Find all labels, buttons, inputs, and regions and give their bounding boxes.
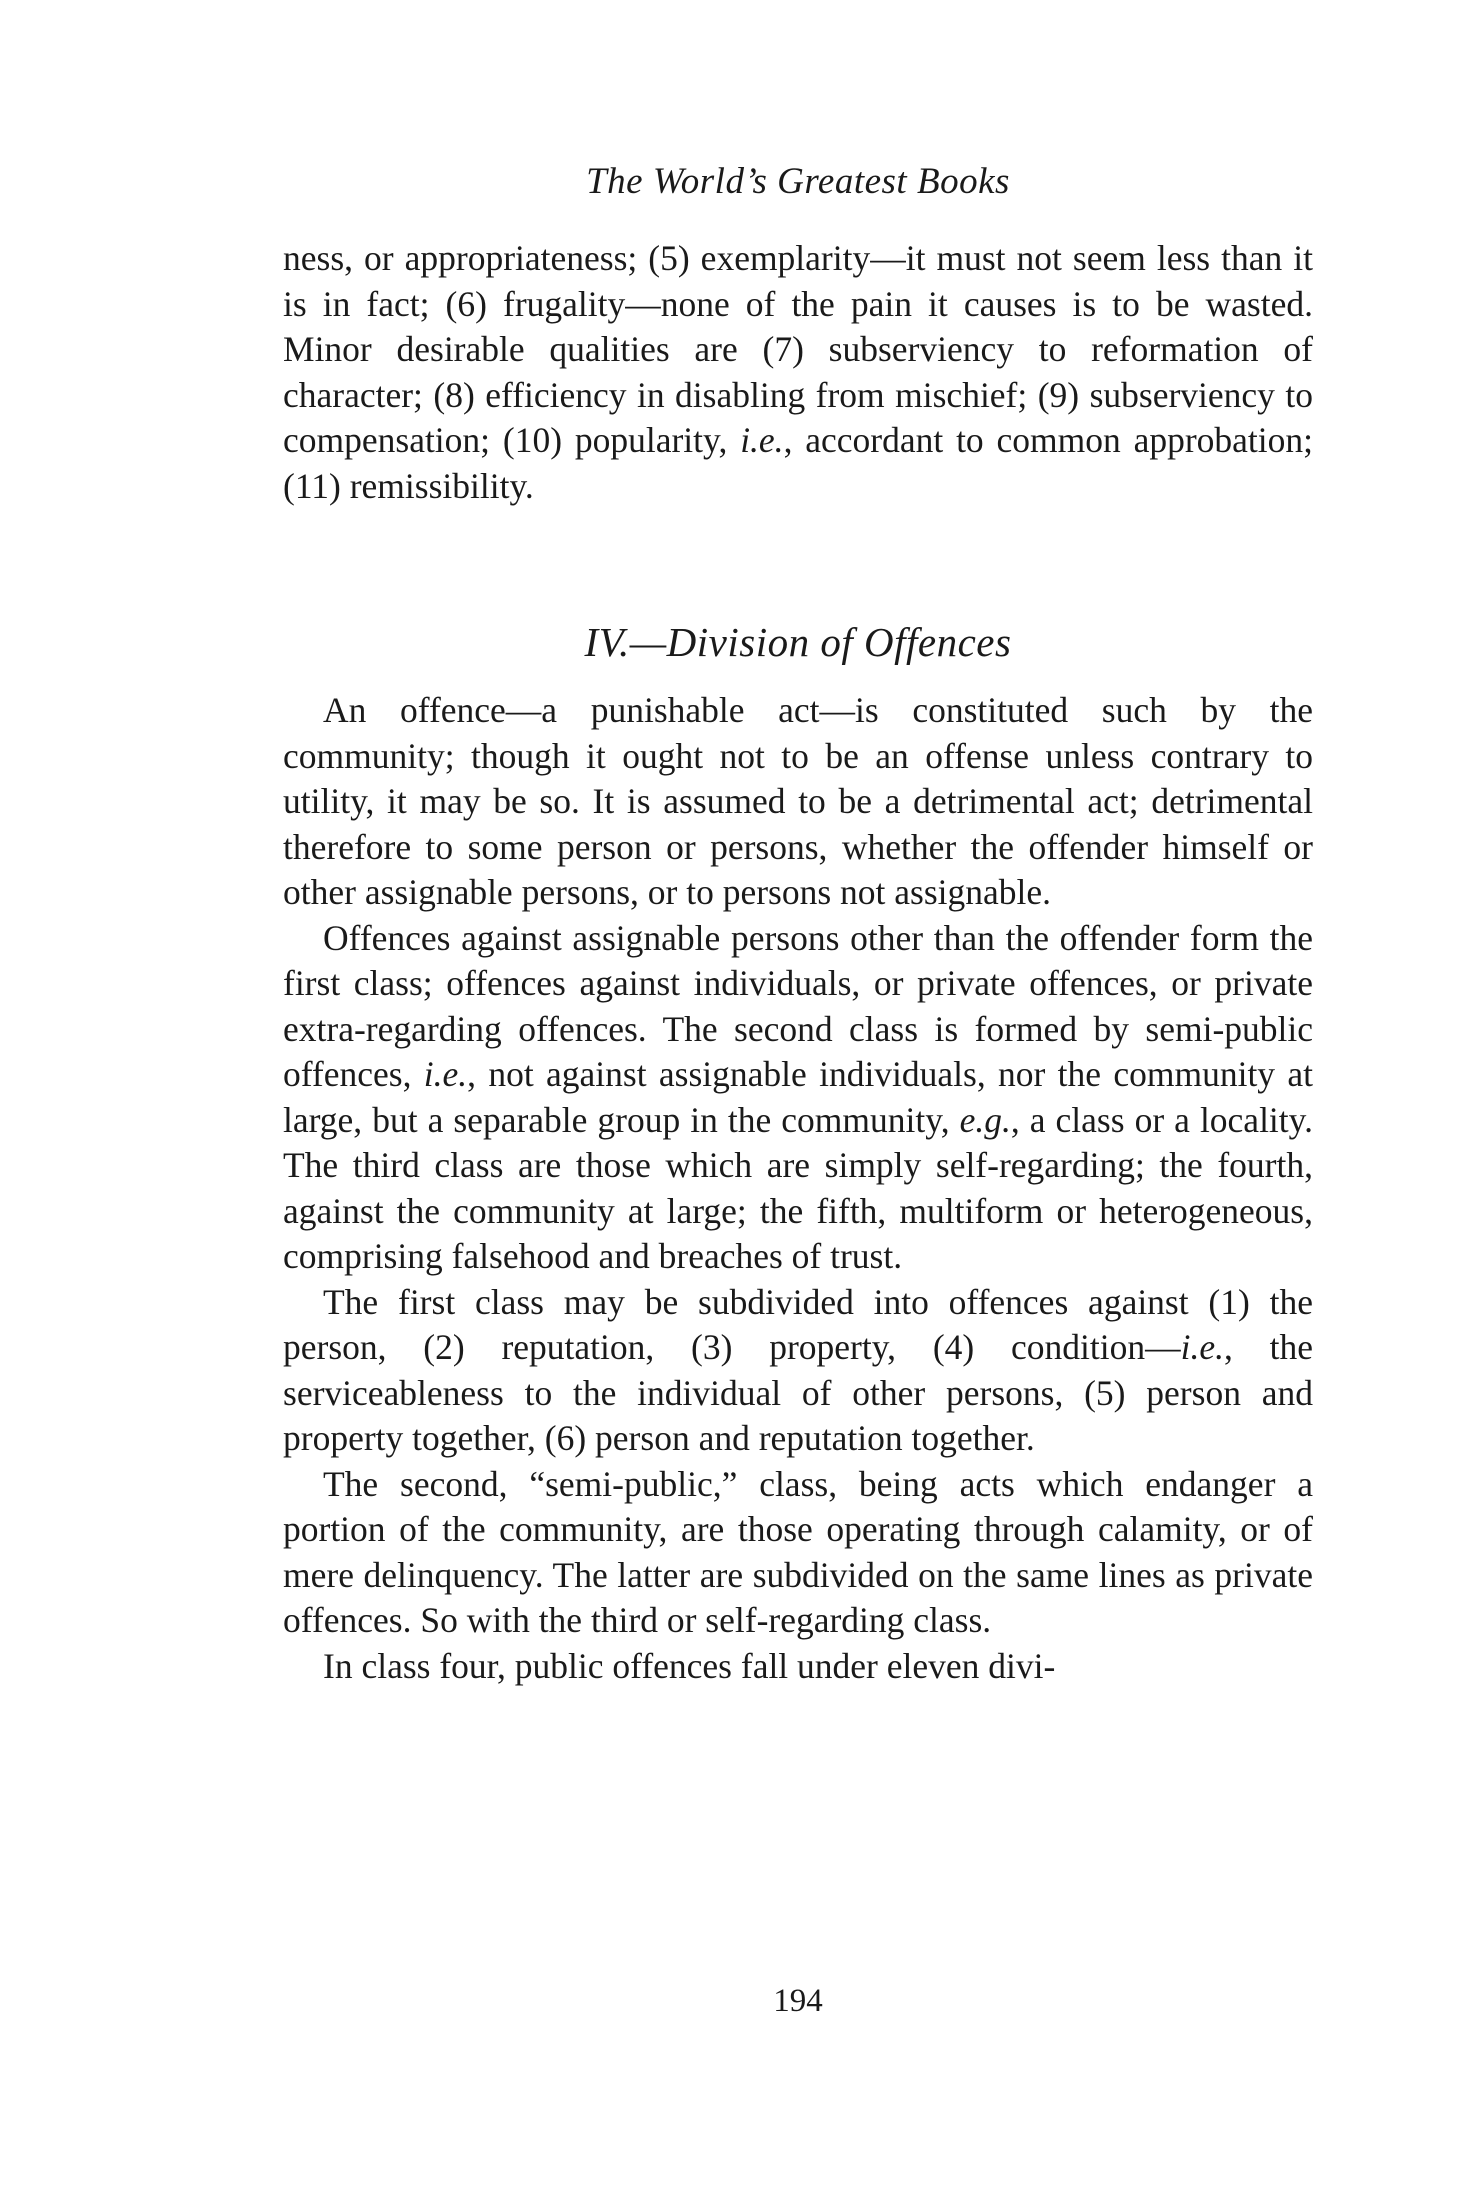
- paragraph: The first class may be subdivided into offences against (1) the person, (2) reputation, (3) property, (4) condition—i.e., the serviceableness to the individual of other persons, (5) person and property together, (6) person and reputation together.: [283, 1281, 1313, 1458]
- paragraph: The second, “semi-public,” class, being acts which endanger a portion of the community, are those operating through calamity, or of mere delinquency. The latter are subdivided on the same lines as private offences. So with the third or self-regarding class.: [283, 1463, 1313, 1640]
- paragraph: Offences against assignable persons other than the offender form the first class; offences against individuals, or private offences, or private extra-regarding offences. The second class is formed by semi-public offences, i.e., not against assignable individuals, nor the community at large, but a separable group in the community, e.g., a class or a locality. The third class are those which are simply self-regarding; the fourth, against the community at large; the fifth, multiform or heterogeneous, comprising falsehood and breaches of trust.: [283, 917, 1313, 1276]
- running-head: The World’s Greatest Books: [586, 161, 1010, 202]
- paragraph: In class four, public offences fall under eleven divi-: [323, 1645, 1056, 1686]
- continuation-block: [283, 236, 1313, 509]
- continuation-paragraph: ness, or appropriateness; (5) exemplarity—it must not seem less than it is in fact; (6) frugality—none of the pain it causes is to be wasted. Minor desirable qualities are (7) subserviency to reformation of character; (8) efficiency in disabling from mischief; (9) subserviency to compensation; (10) popularity, i.e., accordant to common approbation; (11) remissibility.: [283, 238, 1314, 506]
- paragraph: An offence—a punishable act—is constituted such by the community; though it ought not to be an offense unless contrary to utility, it may be so. It is assumed to be a detrimental act; detrimental therefore to some person or persons, whether the offender himself or other assignable persons, or to persons not assignable.: [283, 690, 1313, 912]
- section-body: [283, 688, 1313, 1689]
- page-number: 194: [773, 1983, 823, 2019]
- section-heading: IV.—Division of Offences: [584, 619, 1012, 665]
